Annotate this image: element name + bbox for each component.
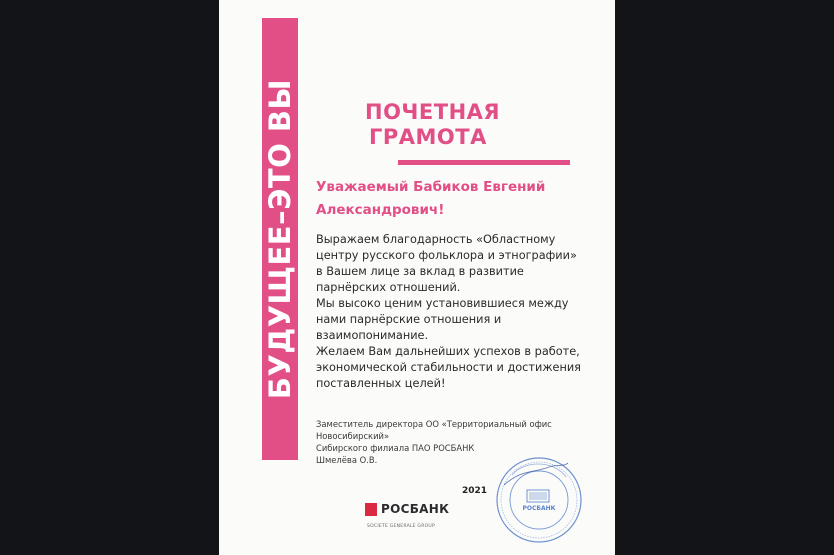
signature-position: Заместитель директора ОО «Территориальный офис Новосибирский»: [316, 419, 552, 441]
signature-name: Шмелёва О.В.: [316, 455, 378, 465]
title-line-2: ГРАМОТА: [369, 125, 487, 149]
rosbank-logo: [365, 501, 449, 517]
seal-stamp-icon: [494, 455, 584, 545]
document-year: 2021: [462, 486, 488, 496]
body-paragraph-1: Выражаем благодарность «Областному центру русского фольклора и этнографии» в Вашем лице за вклад в развитие парнёрских отношений.: [316, 233, 577, 294]
side-banner-text: БУДУЩЕЕ–ЭТО ВЫ: [263, 78, 297, 400]
certificate-body: [316, 232, 586, 392]
certificate-title: [365, 100, 500, 150]
greeting: Уважаемый Бабиков Евгений Александрович!: [316, 179, 546, 218]
signature-branch: Сибирского филиала ПАО РОСБАНК: [316, 443, 475, 453]
stamp-text: РОСБАНК: [522, 505, 556, 512]
body-paragraph-2: Мы высоко ценим установившиеся между нами парнёрские отношения и взаимопонимание.: [316, 297, 569, 342]
certificate-document: [219, 0, 615, 555]
logo-name: РОСБАНК: [381, 502, 450, 516]
body-paragraph-3: Желаем Вам дальнейших успехов в работе, экономической стабильности и достижения поставленных целей!: [316, 345, 581, 390]
logo-square-icon: [365, 503, 377, 516]
title-line-1: ПОЧЕТНАЯ: [365, 100, 501, 124]
title-underline: [398, 160, 570, 165]
logo-subtitle: SOCIETE GENERALE GROUP: [367, 524, 435, 529]
